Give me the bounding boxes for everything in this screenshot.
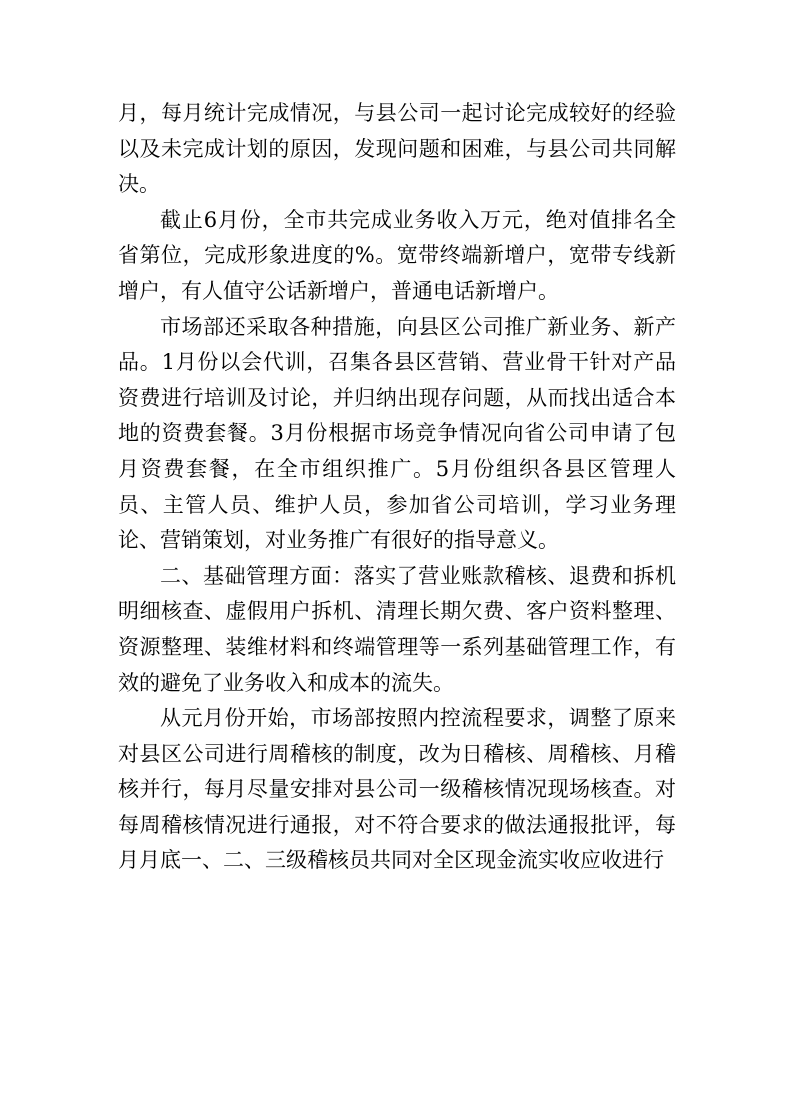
paragraph-continuation: 月，每月统计完成情况，与县公司一起讨论完成较好的经验以及未完成计划的原因，发现问题和困难，与县公司共同解决。 (118, 101, 676, 197)
paragraph-basic-management: 二、基础管理方面：落实了营业账款稽核、退费和拆机明细核查、虚假用户拆机、清理长期欠费、客户资料整理、资源整理、装维材料和终端管理等一系列基础管理工作，有效的避免了业务收入和成本的流失。 (118, 563, 676, 695)
paragraph-audit-process: 从元月份开始，市场部按照内控流程要求，调整了原来对县区公司进行周稽核的制度，改为日稽核、周稽核、月稽核并行，每月尽量安排对县公司一级稽核情况现场核查。对每周稽核情况进行通报，对不符合要求的做法通报批评，每月月底一、二、三级稽核员共同对全区现金流实收应收进行 (118, 706, 676, 873)
document-page (118, 96, 676, 879)
paragraph-revenue-summary: 截止6月份，全市共完成业务收入万元，绝对值排名全省第位，完成形象进度的%。宽带终端新增户，宽带专线新增户，有人值守公话新增户，普通电话新增户。 (118, 207, 676, 303)
paragraph-new-business-promotion: 市场部还采取各种措施，向县区公司推广新业务、新产品。1月份以会代训，召集各县区营销、营业骨干针对产品资费进行培训及讨论，并归纳出现存问题，从而找出适合本地的资费套餐。3月份根据市场竞争情况向省公司申请了包月资费套餐，在全市组织推广。5月份组织各县区管理人员、主管人员、维护人员，参加省公司培训，学习业务理论、营销策划，对业务推广有很好的指导意义。 (118, 314, 676, 553)
